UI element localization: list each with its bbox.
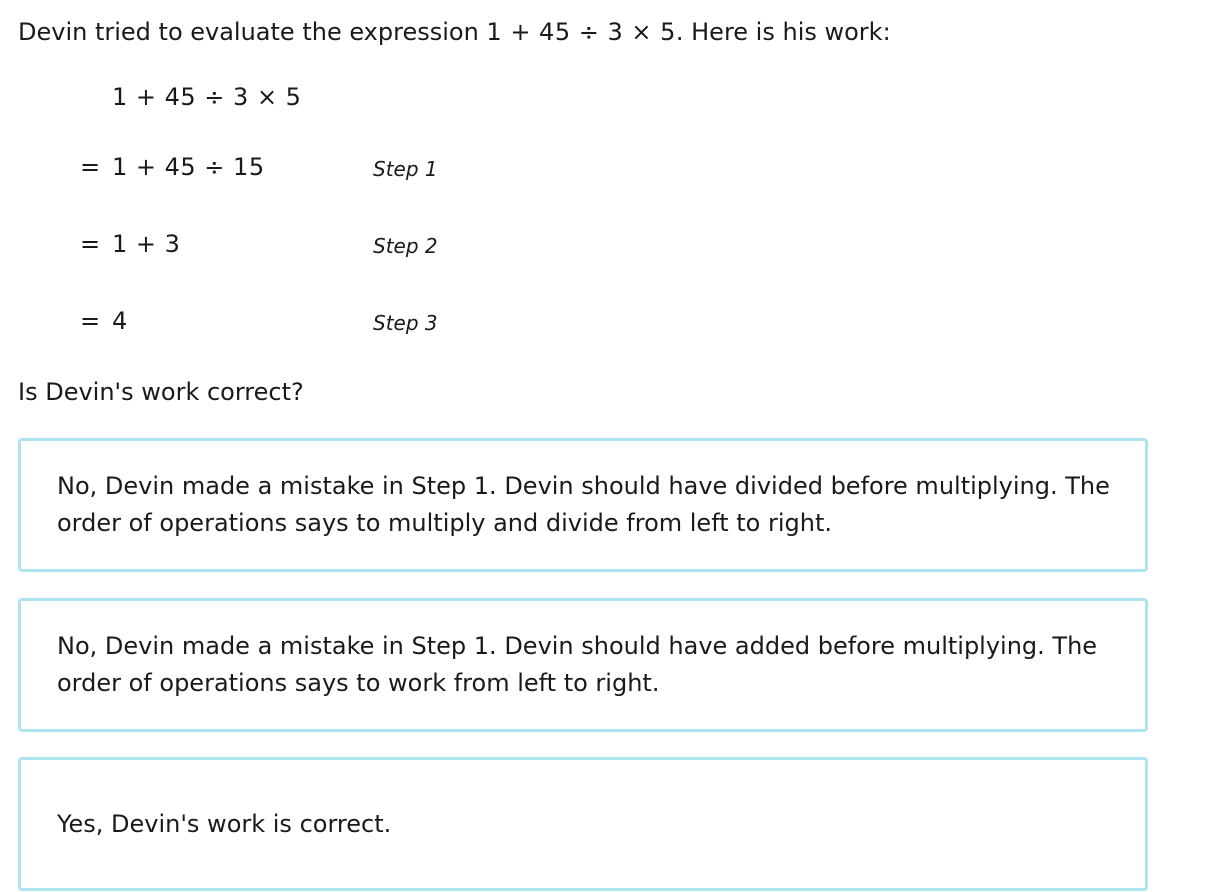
step-3-label: Step 3 (373, 311, 438, 335)
intro-text: Devin tried to evaluate the expression (18, 18, 487, 46)
question-prompt: Is Devin's work correct? (18, 378, 304, 406)
equals-sign: = (80, 153, 101, 181)
step-1-label: Step 1 (373, 157, 438, 181)
answer-choice-c[interactable] (18, 757, 1148, 891)
choice-text: No, Devin made a mistake in Step 1. Devin should have divided before multiplying. The order of operations says to multiply and divide from left to right. (57, 472, 1110, 537)
work-expression: 1 + 45 ÷ 15 (112, 153, 265, 181)
work-line-2 (80, 228, 180, 260)
equals-sign: = (80, 230, 101, 258)
intro-expression: 1 + 45 ÷ 3 × 5 (486, 18, 676, 46)
work-start-expression: 1 + 45 ÷ 3 × 5 (112, 83, 302, 111)
work-line-1 (80, 151, 265, 183)
answer-choice-b[interactable] (18, 598, 1148, 732)
answer-choice-a[interactable] (18, 438, 1148, 572)
choice-text: Yes, Devin's work is correct. (57, 809, 392, 838)
choice-text: No, Devin made a mistake in Step 1. Devin should have added before multiplying. The order of operations says to work from left to right. (57, 632, 1098, 697)
work-start-line (80, 81, 301, 113)
problem-intro (18, 16, 891, 48)
equals-sign: = (80, 307, 101, 335)
step-2-label: Step 2 (373, 234, 438, 258)
intro-suffix: . Here is his work: (675, 18, 891, 46)
work-expression: 1 + 3 (112, 230, 181, 258)
work-line-3 (80, 305, 128, 337)
work-expression: 4 (112, 307, 128, 335)
